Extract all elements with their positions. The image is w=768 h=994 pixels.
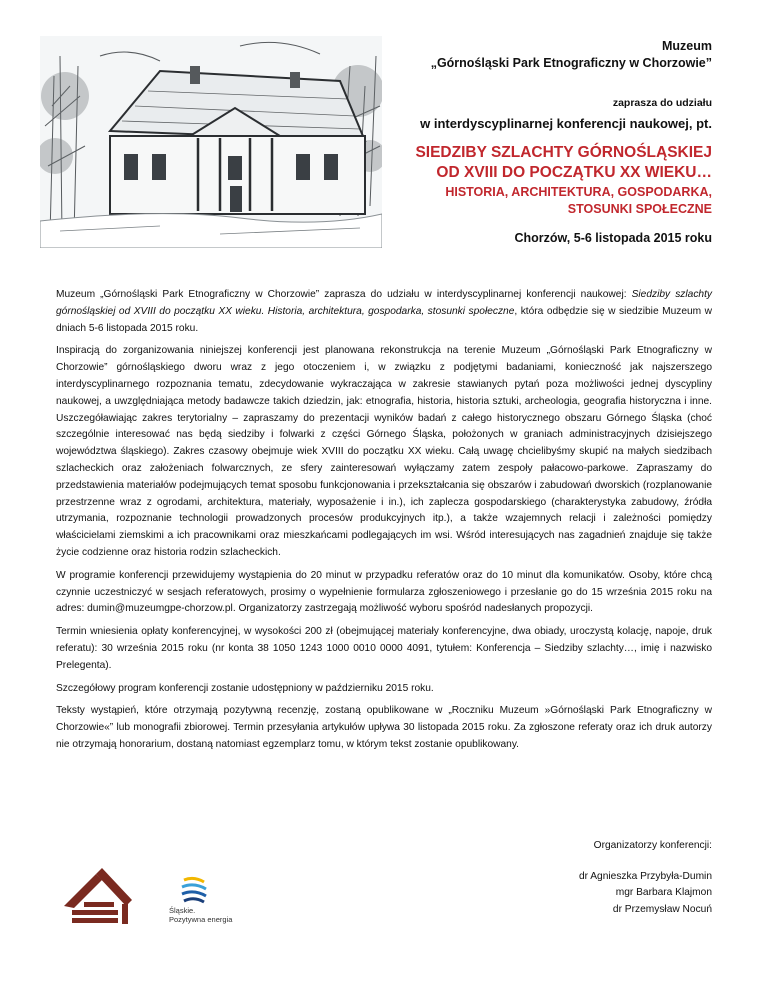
conference-subtitle [445,184,712,218]
museum-logo-icon [62,868,134,928]
museum-line1: Muzeum [662,39,712,53]
title-line2: OD XVIII DO POCZĄTKU XX WIEKU… [436,163,712,181]
invite-text: zaprasza do udziału [612,97,712,109]
subtitle-line1: HISTORIA, ARCHITEKTURA, GOSPODARKA, [445,185,712,199]
paragraph-publication: Teksty wystąpień, które otrzymają pozytywną recenzję, zostaną opublikowane w „Roczniku Muzeum »Górnośląski Park Etnograficzny w Chorzowie«” lub monografii zbiorowej. Termin przesyłania artykułów upływa 30 listopada 2015 roku. Za zgłoszone referaty oraz ich druk autorzy nie otrzymają honorarium, dostaną natomiast egzemplarz tomu, w którym tekst zostanie opublikowany. [56,705,712,750]
conference-title [415,143,712,182]
organizer-name: mgr Barbara Klajmon [615,887,712,899]
silesia-name: Śląskie. [169,906,196,915]
subtitle-line2: STOSUNKI SPOŁECZNE [567,202,712,216]
intro-title-italic: Siedziby szlachty górnośląskiej od XVIII do początku XX wieku. Historia, architektura, gospodarka, stosunki społeczne [56,289,713,317]
manor-house-illustration [40,36,382,248]
paragraph-inspiration: Inspiracją do zorganizowania niniejszej konferencji jest planowana rekonstrukcja na terenie Muzeum „Górnośląski Park Etnograficzny w Chorzowie” górnośląskiego dworu wraz z jego otoczeniem i, w związku z podjętymi badaniami, konieczność jak najszerszego interdyscyplinarnego rozpoznania tematu, zdecydowanie wykraczająca w zakresie stawianych pytań poza możliwości jednej dyscypliny naukowej, a uwzględniająca metody badawcze takich dziedzin, jak: etnografia, historia, historia sztuki, archeologia, geografia historyczna i inne. Uszczegóławiając zakres terytorialny – zapraszamy do prezentacji wyników badań z całego historycznego obszaru Górnego Śląska (choć szczególnie interesować nas będą siedziby i folwarki z części Górnego Śląska, położonych w graniach administracyjnych dzisiejszego województwa śląskiego). Zakres czasowy obejmuje wiek XVIII do początku XX wieku. Całą uwagę chcielibyśmy skupić na małych siedzibach szlacheckich oraz założeniach folwarcznych, ze sfery zainteresowań wyłączamy zatem zespoły pałacowo-parkowe. Zapraszamy do przedstawienia materiałów podejmujących temat sposobu funkcjonowania i przekształcania się obszarów i zabudowań dworskich (rozplanowanie przestrzenne wraz z ogrodami, architektura, materiały, wyposażenie i in.), ich zaplecza gospodarskiego (charakterystyka zabudowy, źródła utrzymania, rozpoznanie technologii prowadzonych procesów produkcyjnych itp.), a także wzajemnych relacji i zależności pomiędzy właścicielami ziemskimi a ich pracownikami oraz mieszkańcami podlegających im wsi. Wśród interesujących nas zagadnień znajduje się także życie codzienne oraz historia rodzin szlacheckich. [56,345,712,558]
museum-name [431,38,712,72]
body-text [56,287,712,760]
paragraph-intro [56,287,712,337]
title-line1: SIEDZIBY SZLACHTY GÓRNOŚLĄSKIEJ [415,144,712,161]
organizer-name: dr Agnieszka Przybyła-Dumin [578,870,712,882]
organizers [579,838,712,918]
museum-line2: „Górnośląski Park Etnograficzny w Chorzowie” [430,56,712,70]
organizer-name: dr Przemysław Nocuń [612,903,712,915]
intro-start: Muzeum „Górnośląski Park Etnograficzny w Chorzowie” zaprasza do udziału w interdyscyplinarnej konferencji naukowej: [56,289,632,300]
silesia-slogan: Pozytywna energia [169,915,233,924]
paragraph-schedule: Szczegółowy program konferencji zostanie udostępniony w październiku 2015 roku. [56,682,434,694]
conference-type: w interdyscyplinarnej konferencji naukowej, pt. [420,116,712,131]
intro-end: , która odbędzie się w siedzibie Muzeum w dniach 5-6 listopada 2015 roku. [56,305,712,334]
paragraph-program: W programie konferencji przewidujemy wystąpienia do 20 minut w przypadku referatów oraz do 10 minut dla komunikatów. Osoby, które chcą czynnie uczestniczyć w sesjach referatowych, prosimy o wypełnienie formularza zgłoszeniowego i przesłanie go do 15 września 2015 roku na adres: dumin@muzeumgpe-chorzow.pl. Organizatorzy zastrzegają możliwość wyboru spośród nadesłanych propozycji. [56,569,712,615]
organizers-heading: Organizatorzy konferencji: [593,840,712,851]
date-place: Chorzów, 5-6 listopada 2015 roku [514,231,712,245]
paragraph-fee: Termin wniesienia opłaty konferencyjnej, w wysokości 200 zł (obejmującej materiały konferencyjne, dwa obiady, uroczystą kolację, napoje, druk referatu): 30 września 2015 roku (nr konta 38 1050 1243 1000 0010 0000 4091, tytułem: Konferencja – Siedziby szlachty…, imię i nazwisko Prelegenta). [56,626,712,671]
